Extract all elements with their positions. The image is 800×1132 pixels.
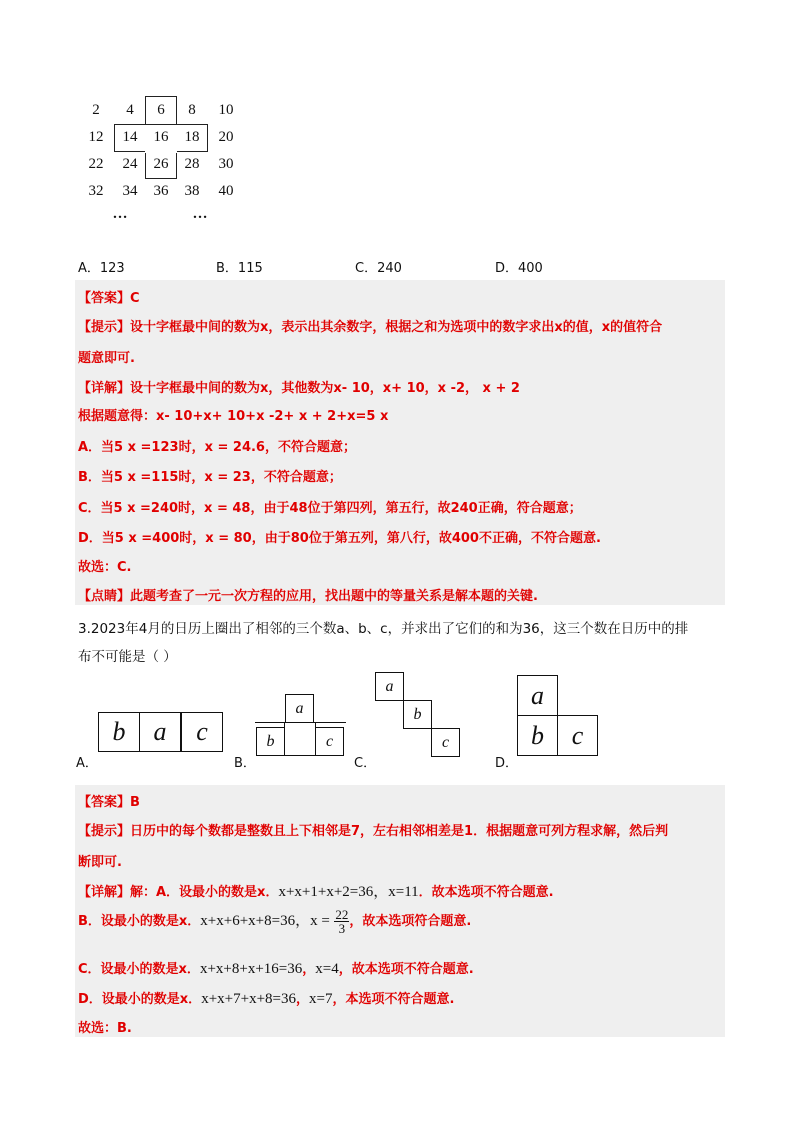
- grid-cell: 6: [157, 102, 165, 118]
- q3-d-box-a: a: [517, 675, 558, 716]
- q3-c-suffix: ，故本选项不符合题意.: [338, 962, 474, 977]
- grid-cell: 40: [218, 183, 234, 199]
- grid-cell: 34: [122, 183, 138, 199]
- q3-c-prefix: C．设最小的数是x．: [78, 962, 200, 977]
- fraction-numerator: 22: [335, 907, 349, 922]
- q3-b-box-c: c: [315, 727, 344, 756]
- q3-b-prefix: B．设最小的数是x．: [78, 914, 201, 929]
- grid-cell: 8: [188, 102, 196, 118]
- option-d: D．400: [495, 261, 543, 276]
- q3-c-equation: x+x+8+x+16=36: [199, 961, 303, 977]
- q3-case-b: [78, 908, 471, 935]
- q3-choose: 故选：B.: [78, 1021, 132, 1036]
- grid-cell: 4: [126, 102, 134, 118]
- q3-d-result: x=7: [309, 991, 333, 1007]
- q3-hint: 【提示】日历中的每个数都是整数且上下相邻是7，左右相邻相差是1．根据题意可列方程求解，然后判: [78, 824, 669, 839]
- q3-label-c: C．: [354, 756, 377, 771]
- q3-c-sep: ，: [302, 962, 316, 977]
- option-b: B．115: [216, 261, 263, 276]
- grid-cell: 22: [88, 156, 104, 172]
- q3-d-box-c: c: [557, 715, 598, 756]
- fraction-denominator: 3: [338, 921, 346, 936]
- grid-ellipsis: …: [112, 206, 128, 222]
- grid-cell: 14: [122, 129, 138, 145]
- q3-a-box-b: b: [98, 712, 140, 752]
- grid-cell: 2: [92, 102, 100, 118]
- q3-label-d: D．: [495, 756, 519, 771]
- q3-detail-prefix: 【详解】解：A．设最小的数是x．: [78, 885, 279, 900]
- grid-cell: 10: [218, 102, 234, 118]
- q2-choose: 故选：C.: [78, 560, 132, 575]
- q3-case-c: [78, 958, 474, 978]
- q3-d-suffix: ，本选项不符合题意.: [332, 992, 455, 1007]
- grid-cell: 38: [184, 183, 200, 199]
- grid-ellipsis: …: [192, 206, 208, 222]
- q3-b-equation: x+x+6+x+8=36，x =: [200, 913, 330, 929]
- fraction: [334, 908, 349, 935]
- q3-b-suffix: ，故本选项符合题意.: [349, 914, 472, 929]
- q3-c-box-a: a: [375, 672, 404, 701]
- q3-d-box-b: b: [517, 715, 558, 756]
- grid-cell: 12: [88, 129, 104, 145]
- q2-comment: 【点睛】此题考查了一元一次方程的应用，找出题中的等量关系是解本题的关键.: [78, 589, 538, 604]
- q3-d-prefix: D．设最小的数是x．: [78, 992, 202, 1007]
- q3-label-b: B．: [234, 756, 256, 771]
- q3-detail-suffix: ．故本选项不符合题意.: [418, 885, 554, 900]
- q2-case-a: A．当5 x =123时，x = 24.6，不符合题意；: [78, 440, 356, 455]
- q3-stem-cont: 布不可能是（ ）: [78, 649, 177, 665]
- grid-cell: 26: [153, 156, 169, 172]
- q3-answer: 【答案】B: [78, 795, 140, 810]
- q3-detail: [78, 880, 554, 901]
- q3-b-box-b: b: [256, 727, 285, 756]
- grid-cell: 24: [122, 156, 138, 172]
- q3-a-box-a: a: [139, 712, 181, 752]
- grid-cell: 18: [184, 129, 200, 145]
- q3-label-a: A．: [76, 756, 98, 771]
- q3-detail-equation: x+x+1+x+2=36，x=11: [278, 884, 419, 900]
- option-c: C．240: [355, 261, 402, 276]
- option-a: A．123: [78, 261, 125, 276]
- grid-cell: 28: [184, 156, 200, 172]
- q2-hint: 【提示】设十字框最中间的数为x，表示出其余数字，根据之和为选项中的数字求出x的值，x的值符合: [78, 320, 663, 335]
- q3-c-box-b: b: [403, 700, 432, 729]
- q3-case-d: [78, 988, 454, 1008]
- grid-cell: 20: [218, 129, 234, 145]
- grid-cell: 36: [153, 183, 169, 199]
- q3-d-sep: ，: [296, 992, 310, 1007]
- q2-equation: 根据题意得：x- 10+x+ 10+x -2+ x + 2+x=5 x: [78, 409, 389, 424]
- q3-d-equation: x+x+7+x+8=36: [201, 991, 296, 1007]
- grid-cell: 30: [218, 156, 234, 172]
- q3-b-box-empty: [284, 722, 316, 756]
- q2-detail: 【详解】设十字框最中间的数为x，其他数为x- 10，x+ 10，x -2， x + 2: [78, 381, 520, 396]
- q2-hint-cont: 题意即可.: [78, 351, 135, 366]
- q2-answer: 【答案】C: [78, 291, 140, 306]
- q3-c-result: x=4: [315, 961, 339, 977]
- q3-b-box-a: a: [285, 694, 314, 723]
- q3-c-box-c: c: [431, 728, 460, 757]
- q2-case-b: B．当5 x =115时，x = 23，不符合题意；: [78, 470, 342, 485]
- q3-stem: 3.2023年4月的日历上圈出了相邻的三个数a、b、c，并求出了它们的和为36，这三个数在日历中的排: [78, 621, 689, 637]
- grid-cell: 16: [153, 129, 169, 145]
- q3-hint-cont: 断即可.: [78, 855, 122, 870]
- q2-case-c: C．当5 x =240时，x = 48，由于48位于第四列，第五行，故240正确，符合题意；: [78, 501, 582, 516]
- grid-cell: 32: [88, 183, 104, 199]
- q3-a-box-c: c: [181, 712, 223, 752]
- q2-case-d: D．当5 x =400时，x = 80，由于80位于第五列，第八行，故400不正确，不符合题意.: [78, 531, 601, 546]
